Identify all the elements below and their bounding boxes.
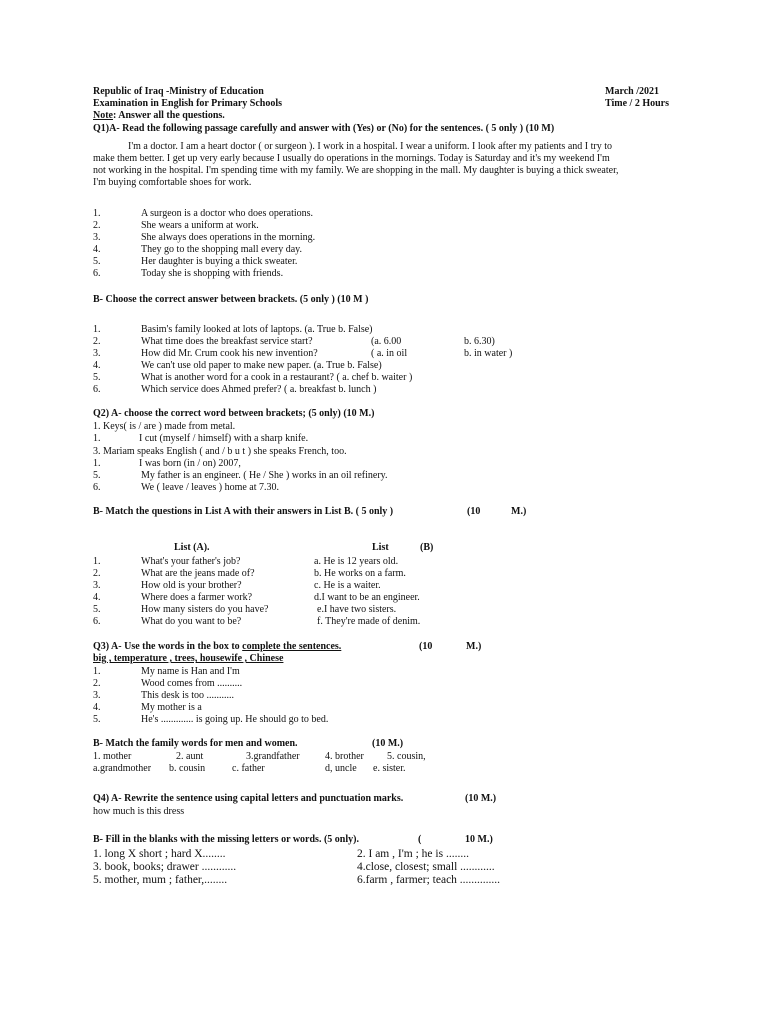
q3a-marks-unit: M.)	[466, 641, 482, 652]
item-number: 1.	[93, 433, 101, 444]
rewrite-sentence: how much is this dress	[93, 806, 185, 817]
word-box: big , temperature , trees, housewife , Chinese	[93, 653, 284, 664]
choice-question: Basim's family looked at lots of laptops. (a. True b. False)	[141, 324, 373, 335]
choice-question: We ( leave / leaves ) home at 7.30.	[141, 482, 280, 493]
q4b-marks-unit: 10 M.)	[465, 834, 493, 845]
item-number: 1.	[93, 666, 101, 677]
item-number: 3.	[93, 348, 101, 359]
item-number: 1.	[93, 458, 101, 469]
fill-sentence: My mother is a	[141, 702, 202, 713]
fill-item: 4.close, closest; small ............	[357, 861, 495, 873]
choice-option-b: b. in water )	[464, 348, 513, 359]
fill-item: 1. long X short ; hard X........	[93, 848, 226, 860]
exam-time: Time / 2 Hours	[605, 98, 669, 109]
list-a-question: What are the jeans made of?	[141, 568, 255, 579]
q2b-marks: (10	[467, 506, 481, 517]
choice-question: We can't use old paper to make new paper. (a. True b. False)	[141, 360, 382, 371]
q3b-marks: (10 M.)	[372, 738, 404, 749]
q1b-instruction: B- Choose the correct answer between brackets. (5 only ) (10 M )	[93, 294, 369, 305]
family-word-match: d, uncle	[325, 763, 357, 774]
q3a-instruction-underlined: complete the sentences.	[242, 641, 342, 652]
family-word: 4. brother	[325, 751, 364, 762]
q3a-instruction	[93, 641, 341, 653]
list-b-answer: d.I want to be an engineer.	[314, 592, 420, 603]
item-number: 4.	[93, 360, 101, 371]
item-number: 6.	[93, 268, 101, 279]
note-label: Note	[93, 110, 113, 121]
choice-option-b: b. 6.30)	[464, 336, 495, 347]
fill-sentence: Wood comes from ..........	[141, 678, 243, 689]
item-number: 4.	[93, 592, 101, 603]
item-number: 4.	[93, 244, 101, 255]
family-word-match: b. cousin	[169, 763, 206, 774]
item-number: 6.	[93, 482, 101, 493]
fill-sentence: He's ............. is going up. He should go to bed.	[141, 714, 329, 725]
choice-question: 3. Mariam speaks English ( and / b u t ) she speaks French, too.	[93, 446, 347, 457]
choice-question: Which service does Ahmed prefer? ( a. breakfast b. lunch )	[141, 384, 377, 395]
item-number: 2.	[93, 336, 101, 347]
fill-item: 2. I am , I'm ; he is ........	[357, 848, 469, 860]
ministry-line: Republic of Iraq -Ministry of Education	[93, 86, 264, 97]
q2b-marks-unit: M.)	[511, 506, 527, 517]
item-number: 6.	[93, 616, 101, 627]
fill-sentence: My name is Han and I'm	[141, 666, 240, 677]
item-number: 1.	[93, 324, 101, 335]
passage-line: I'm a doctor. I am a heart doctor ( or surgeon ). I work in a hospital. I wear a uniform. I look after my patients and I try to	[128, 141, 612, 152]
choice-option-a: ( a. in oil	[371, 348, 408, 359]
list-b-answer: f. They're made of denim.	[317, 616, 421, 627]
choice-question: I was born (in / on) 2007,	[139, 458, 241, 469]
yes-no-statement: They go to the shopping mall every day.	[141, 244, 302, 255]
family-word-match: c. father	[232, 763, 265, 774]
item-number: 2.	[93, 568, 101, 579]
yes-no-statement: She always does operations in the morning.	[141, 232, 316, 243]
item-number: 2.	[93, 678, 101, 689]
item-number: 5.	[93, 604, 101, 615]
fill-item: 5. mother, mum ; father,........	[93, 874, 228, 886]
list-b-suffix: (B)	[420, 542, 434, 553]
item-number: 5.	[93, 372, 101, 383]
exam-date: March /2021	[605, 86, 659, 97]
fill-item: 6.farm , farmer; teach ..............	[357, 874, 501, 886]
q4b-instruction: B- Fill in the blanks with the missing letters or words. (5 only).	[93, 834, 359, 845]
yes-no-statement: A surgeon is a doctor who does operations.	[141, 208, 314, 219]
choice-question: My father is an engineer. ( He / She ) works in an oil refinery.	[141, 470, 388, 481]
list-b-answer: c. He is a waiter.	[314, 580, 381, 591]
item-number: 2.	[93, 220, 101, 231]
list-a-question: How many sisters do you have?	[141, 604, 269, 615]
item-number: 5.	[93, 714, 101, 725]
fill-item: 3. book, books; drawer ............	[93, 861, 237, 873]
choice-option-a: (a. 6.00	[371, 336, 402, 347]
q4b-marks: (	[418, 834, 422, 845]
exam-title: Examination in English for Primary Schools	[93, 98, 283, 109]
item-number: 3.	[93, 232, 101, 243]
note-line	[93, 110, 225, 122]
fill-sentence: This desk is too ...........	[141, 690, 235, 701]
choice-question: What is another word for a cook in a restaurant? ( a. chef b. waiter )	[141, 372, 413, 383]
note-text: : Answer all the questions.	[113, 110, 225, 121]
yes-no-statement: Today she is shopping with friends.	[141, 268, 284, 279]
item-number: 1.	[93, 208, 101, 219]
list-a-title: List (A).	[174, 542, 210, 553]
item-number: 5.	[93, 470, 101, 481]
q4a-instruction: Q4) A- Rewrite the sentence using capital letters and punctuation marks.	[93, 793, 404, 804]
q2b-instruction: B- Match the questions in List A with their answers in List B. ( 5 only )	[93, 506, 394, 517]
passage-line: I'm buying comfortable shoes for work.	[93, 177, 252, 188]
list-a-question: How old is your brother?	[141, 580, 242, 591]
family-word-match: a.grandmother	[93, 763, 152, 774]
choice-question: I cut (myself / himself) with a sharp knife.	[139, 433, 309, 444]
item-number: 3.	[93, 580, 101, 591]
list-b-answer: e.I have two sisters.	[317, 604, 397, 615]
family-word: 2. aunt	[176, 751, 204, 762]
list-b-answer: b. He works on a farm.	[314, 568, 406, 579]
list-a-question: Where does a farmer work?	[141, 592, 253, 603]
list-b-title: List	[372, 542, 389, 553]
item-number: 3.	[93, 690, 101, 701]
choice-question: How did Mr. Crum cook his new invention?	[141, 348, 318, 359]
passage-line: not working in the hospital. I'm spending time with my family. We are shopping in the mall. My daughter is buying a thick sweater,	[93, 165, 619, 176]
q4a-marks: (10 M.)	[465, 793, 497, 804]
yes-no-statement: She wears a uniform at work.	[141, 220, 259, 231]
list-a-question: What's your father's job?	[141, 556, 241, 567]
choice-question: What time does the breakfast service start?	[141, 336, 313, 347]
q1a-instruction: Q1)A- Read the following passage carefully and answer with (Yes) or (No) for the sentences. ( 5 only ) (10 M)	[93, 123, 555, 134]
q3a-instruction-text: Q3) A- Use the words in the box to	[93, 641, 243, 652]
q2a-instruction: Q2) A- choose the correct word between brackets; (5 only) (10 M.)	[93, 408, 375, 419]
choice-question: 1. Keys( is / are ) made from metal.	[93, 421, 236, 432]
family-word: 5. cousin,	[387, 751, 426, 762]
family-word: 1. mother	[93, 751, 132, 762]
passage-line: make them better. I get up very early because I usually do operations in the mornings. Today is Saturday and it's my weekend I'm	[93, 153, 610, 164]
yes-no-statement: Her daughter is buying a thick sweater.	[141, 256, 298, 267]
item-number: 6.	[93, 384, 101, 395]
item-number: 5.	[93, 256, 101, 267]
q3a-marks: (10	[419, 641, 433, 652]
list-a-question: What do you want to be?	[141, 616, 242, 627]
item-number: 1.	[93, 556, 101, 567]
q3b-instruction: B- Match the family words for men and women.	[93, 738, 298, 749]
family-word: 3.grandfather	[246, 751, 300, 762]
list-b-answer: a. He is 12 years old.	[314, 556, 399, 567]
item-number: 4.	[93, 702, 101, 713]
family-word-match: e. sister.	[373, 763, 406, 774]
